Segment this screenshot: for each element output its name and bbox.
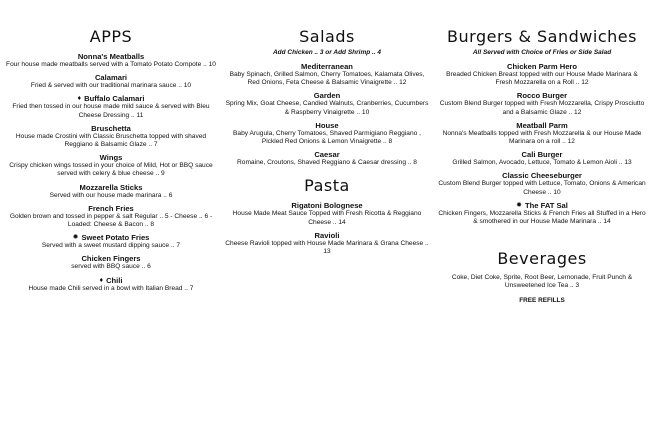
menu-item-name: House — [315, 120, 339, 130]
menu-item-name: Chicken Parm Hero — [506, 62, 578, 71]
menu-item-description: Romaine, Croutons, Shaved Reggiano & Caesar dressing .. 8 — [237, 159, 417, 167]
apps-title: APPS — [89, 27, 133, 46]
menu-item-name-row — [6, 94, 216, 103]
menu-item-name-row — [438, 171, 646, 180]
menu-item-calamari — [6, 73, 216, 90]
menu-item-name: Chicken Fingers — [81, 254, 141, 264]
menu-item-mozzarella-sticks — [6, 183, 216, 200]
menu-item-description: Four house made meatballs served with a Tomato Potato Compote .. 10 — [6, 61, 216, 68]
pepper-icon: ♦ — [99, 276, 104, 284]
menu-item-name-row — [6, 254, 216, 263]
menu-item-name-row — [224, 121, 430, 130]
salads-pasta-column — [224, 28, 430, 260]
burgers-section — [438, 28, 646, 226]
menu-item-description: House made Crostini with Classic Bruschetta topped with shaved Reggiano & Balsamic Glaze .. 7 — [15, 132, 207, 149]
menu-item-description: Grilled Salmon, Avocado, Lettuce, Tomato & Lemon Aioli .. 13 — [452, 159, 632, 167]
menu-item-description: Chicken Fingers, Mozzarella Sticks & French Fries all Stuffed in a Hero & smothered in our House Made Marinara .. 14 — [438, 209, 646, 226]
free-refills-note: FREE REFILLS — [519, 296, 565, 304]
menu-item-name-row — [224, 201, 430, 210]
menu-item-description: Baby Arugula, Cherry Tomatoes, Shaved Parmigiano Reggiano , Pickled Red Onions & Lemon Vinaigrette .. 8 — [233, 129, 421, 146]
menu-item-description: Fried & served with our traditional marinara sauce .. 10 — [30, 82, 192, 90]
beverages-description: Coke, Diet Coke, Sprite, Root Beer, Lemonade, Fruit Punch & Unsweetened Ice Tea .. 3 — [451, 274, 633, 290]
menu-item-name: Buffalo Calamari — [84, 94, 145, 104]
salads-title: Salads — [299, 27, 355, 46]
star-icon: ✹ — [516, 201, 522, 209]
burgers-subtitle: All Served with Choice of Fries or Side Salad — [472, 49, 612, 56]
menu-item-name-row — [438, 150, 646, 159]
pasta-list — [224, 201, 430, 256]
menu-item-garden — [224, 91, 430, 116]
beverages-title: Beverages — [497, 249, 587, 269]
menu-item-name-row — [6, 233, 216, 242]
menu-item-name-row — [6, 276, 216, 285]
apps-column — [6, 28, 216, 297]
menu-item-name: Ravioli — [314, 230, 340, 240]
menu-item-description: Served with a sweet mustard dipping sauce .. 7 — [41, 242, 181, 250]
menu-item-mediterranean — [224, 62, 430, 87]
menu-item-description: Nonna's Meatballs topped with Fresh Mozzarella & our House Made Marinara on a roll .. 12 — [442, 129, 642, 146]
menu-item-description: Breaded Chicken Breast topped with our House Made Marinara & Fresh Mozzarella on a Roll .. 12 — [446, 71, 638, 87]
apps-list — [6, 52, 216, 293]
menu-item-chili — [6, 276, 216, 293]
menu-item-name-row — [224, 231, 430, 240]
menu-item-name: Garden — [313, 91, 341, 101]
menu-item-name-row — [6, 52, 216, 61]
menu-item-name-row — [6, 73, 216, 82]
menu-item-wings — [6, 153, 216, 178]
menu-item-name-row — [6, 204, 216, 213]
menu-item-description: Baby Spinach, Grilled Salmon, Cherry Tomatoes, Kalamata Olives, Red Onions, Feta Cheese & Balsamic Vinaigrette .. 12 — [229, 71, 425, 87]
menu-item-name: Mozzarella Sticks — [79, 182, 143, 192]
menu-item-bruschetta — [6, 124, 216, 149]
menu-item-rocco-burger — [438, 91, 646, 116]
menu-item-description: served with BBQ sauce .. 6 — [71, 263, 151, 271]
menu-item-name: Rocco Burger — [516, 91, 568, 101]
menu-item-ravioli — [224, 231, 430, 256]
menu-item-description: Spring Mix, Goat Cheese, Candied Walnuts, Cranberries, Cucumbers & Raspberry Vinaigrette .. 10 — [225, 100, 429, 116]
menu-item-the-fat-sal — [438, 201, 646, 226]
menu-item-name: Sweet Potato Fries — [81, 233, 150, 243]
menu-item-description: Cheese Ravioli topped with House Made Marinara & Grana Cheese .. 13 — [225, 239, 429, 256]
menu-item-name-row — [438, 201, 646, 210]
menu-item-chicken-parm-hero — [438, 62, 646, 87]
menu-item-name-row — [224, 91, 430, 100]
star-icon: ✹ — [72, 234, 79, 242]
menu-item-name-row — [224, 150, 430, 159]
menu-item-name: Bruschetta — [91, 123, 131, 133]
salads-addons: Add Chicken .. 3 or Add Shrimp .. 4 — [272, 49, 382, 56]
menu-item-description: Fried then tossed in our house made mild sauce & served with Bleu Cheese Dressing .. 11 — [12, 103, 210, 119]
burgers-beverages-column — [438, 28, 646, 304]
menu-item-house — [224, 121, 430, 146]
menu-item-description: Crispy chicken wings tossed in your choice of Mild, Hot or BBQ sauce served with celery & blue cheese .. 9 — [9, 162, 213, 178]
menu-item-name-row — [6, 183, 216, 192]
menu-item-name-row — [438, 121, 646, 130]
beverages-section — [438, 250, 646, 303]
menu-item-sweet-potato-fries — [6, 233, 216, 250]
menu-item-description: Custom Blend Burger topped with Lettuce, Tomato, Onions & American Cheese .. 10 — [438, 180, 646, 196]
menu-item-nonna-s-meatballs — [6, 52, 216, 69]
menu-item-description: House Made Meat Sauce Topped with Fresh Ricotta & Reggiano Cheese .. 14 — [232, 210, 422, 226]
menu-item-name: Meatball Parm — [516, 120, 568, 130]
menu-item-name: Mediterranean — [301, 62, 353, 71]
menu-item-cali-burger — [438, 150, 646, 167]
menu-item-name-row — [6, 124, 216, 133]
pasta-section — [224, 177, 430, 256]
menu-item-name: Nonna's Meatballs — [77, 52, 145, 61]
salads-section — [224, 28, 430, 167]
menu-item-name-row — [438, 62, 646, 71]
menu-item-chicken-fingers — [6, 254, 216, 271]
menu-item-classic-cheeseburger — [438, 171, 646, 196]
menu-item-name-row — [224, 62, 430, 71]
salads-list — [224, 62, 430, 167]
burgers-title: Burgers & Sandwiches — [447, 27, 637, 46]
menu-item-description: Golden brown and tossed in pepper & salt Regular .. 5 - Cheese .. 6 -Loaded: Cheese & Bacon .. 8 — [9, 212, 213, 229]
menu-item-description: House made Chili served in a bowl with Italian Bread .. 7 — [28, 284, 194, 292]
menu-item-name: Classic Cheeseburger — [502, 171, 582, 181]
menu-item-name: Calamari — [94, 73, 128, 83]
menu-item-buffalo-calamari — [6, 94, 216, 119]
menu-item-name: Rigatoni Bolognese — [291, 201, 363, 211]
menu-item-name: Chili — [106, 275, 123, 285]
menu-item-name: The FAT Sal — [524, 200, 568, 210]
burgers-list — [438, 62, 646, 226]
menu-item-name-row — [438, 91, 646, 100]
menu-item-meatball-parm — [438, 121, 646, 146]
menu-item-rigatoni-bolognese — [224, 201, 430, 226]
menu-item-description: Custom Blend Burger topped with Fresh Mozzarella, Crispy Prosciutto and a Balsamic Glaze .. 12 — [439, 100, 645, 116]
pepper-icon: ♦ — [77, 95, 82, 103]
menu-item-name: French Fries — [88, 203, 134, 213]
pasta-title: Pasta — [304, 176, 350, 196]
menu-item-name: Cali Burger — [521, 150, 563, 160]
menu-item-name: Caesar — [314, 150, 340, 160]
menu-item-french-fries — [6, 204, 216, 229]
menu-item-description: Served with our house made marinara .. 6 — [49, 191, 173, 199]
menu-item-name: Wings — [99, 153, 123, 163]
menu-item-name-row — [6, 153, 216, 162]
menu-item-caesar — [224, 150, 430, 167]
